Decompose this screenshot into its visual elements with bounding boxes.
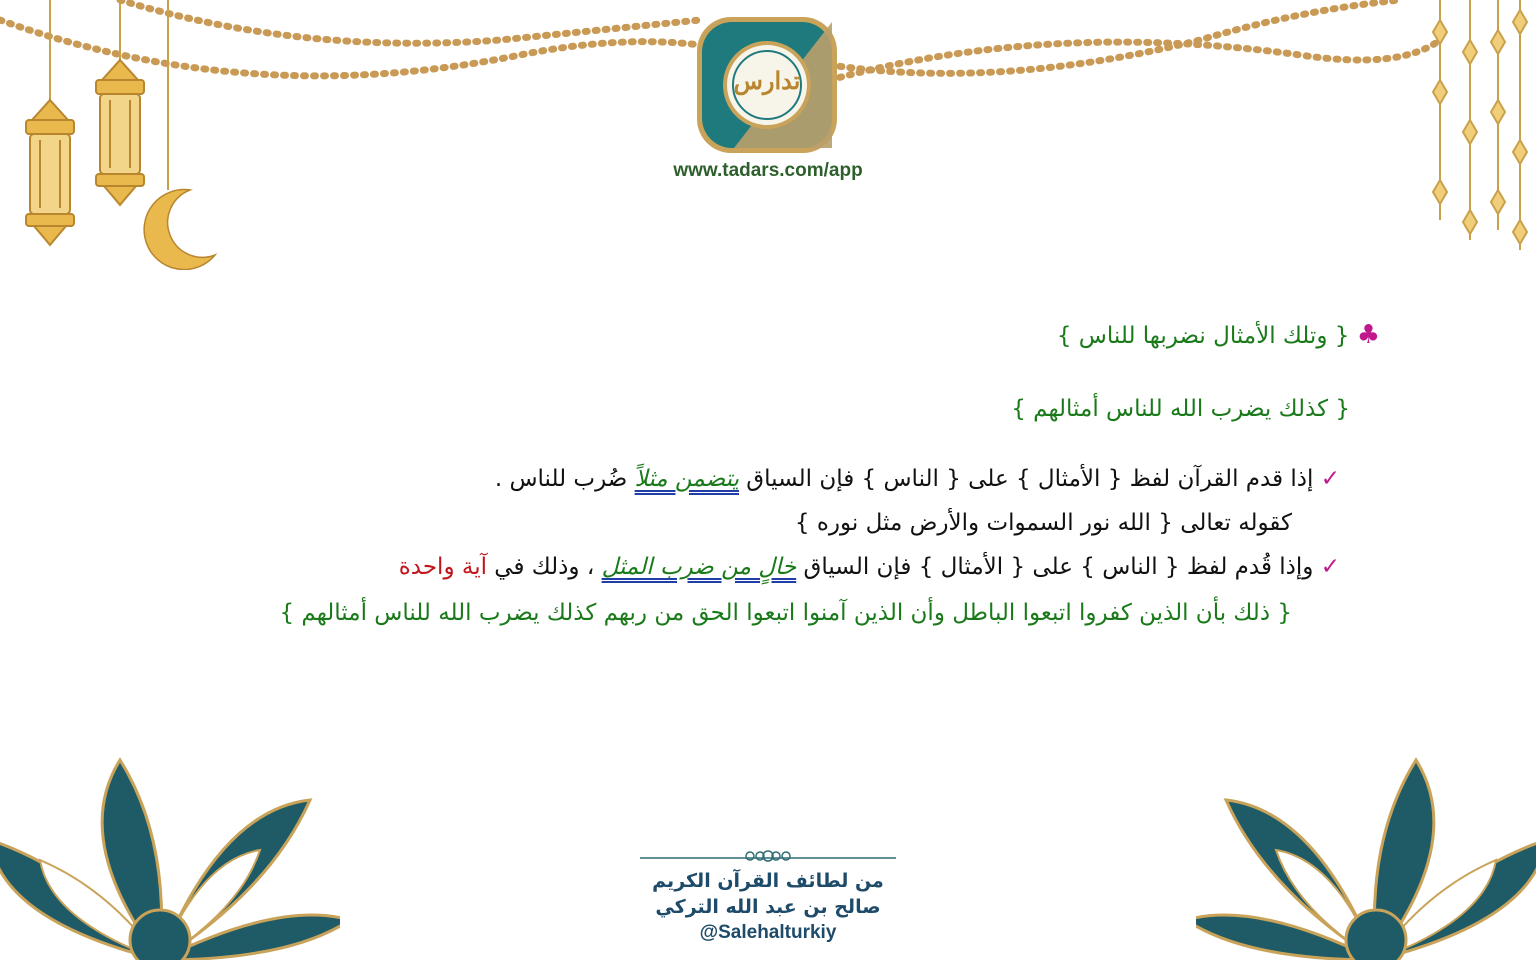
site-url-link[interactable]: www.tadars.com/app [673, 160, 863, 181]
footer-handle[interactable]: @Salehalturkiy [699, 922, 837, 943]
floral-corner-left [0, 750, 340, 960]
club-bullet-icon: ♣ [1356, 320, 1380, 350]
point1-example: كقوله تعالى { الله نور السموات والأرض مثل نوره } [794, 510, 1292, 536]
content-area [120, 300, 1380, 660]
footer-title: من لطائف القرآن الكريم [652, 870, 884, 892]
point2-text-a: وإذا قُدم لفظ { الناس } على { الأمثال } فإن السياق [796, 554, 1314, 580]
footer [560, 868, 976, 946]
footer-ornament-divider [640, 846, 896, 866]
point1-line [495, 466, 1340, 492]
point1-text-a: إذا قدم القرآن لفظ { الأمثال } على { الناس } فإن السياق [739, 466, 1314, 492]
point2-highlight: آية واحدة [398, 554, 487, 580]
point2-verse: { ذلك بأن الذين كفروا اتبعوا الباطل وأن الذين آمنوا اتبعوا الحق من ربهم كذلك يضرب الله للناس أمثالهم } [279, 600, 1292, 626]
subheading-text: { كذلك يضرب الله للناس أمثالهم } [1011, 396, 1350, 422]
point2-text-b: ، وذلك في [487, 554, 602, 580]
checkmark-icon-2: ✓ [1320, 554, 1340, 580]
point1-underlined: يتضمن مثلاً [634, 466, 739, 492]
point2-line [399, 554, 1340, 580]
point2-underlined: خالٍ من ضرب المثل [601, 554, 797, 580]
point1-text-b: ضُرب للناس . [494, 466, 635, 492]
heading-text: { وتلك الأمثال نضربها للناس } [1056, 323, 1350, 349]
floral-corner-right [1196, 750, 1536, 960]
logo-text: تدارس [733, 66, 801, 95]
app-logo[interactable] [694, 14, 840, 156]
point1-line2 [795, 510, 1292, 536]
checkmark-icon: ✓ [1320, 466, 1340, 492]
lantern-decoration-left [10, 0, 230, 270]
hanging-ornaments-right [1420, 0, 1536, 260]
point2-line2 [279, 600, 1292, 626]
heading-line [1057, 320, 1380, 350]
footer-author: صالح بن عبد الله التركي [655, 896, 881, 918]
subheading-line [1011, 396, 1350, 422]
